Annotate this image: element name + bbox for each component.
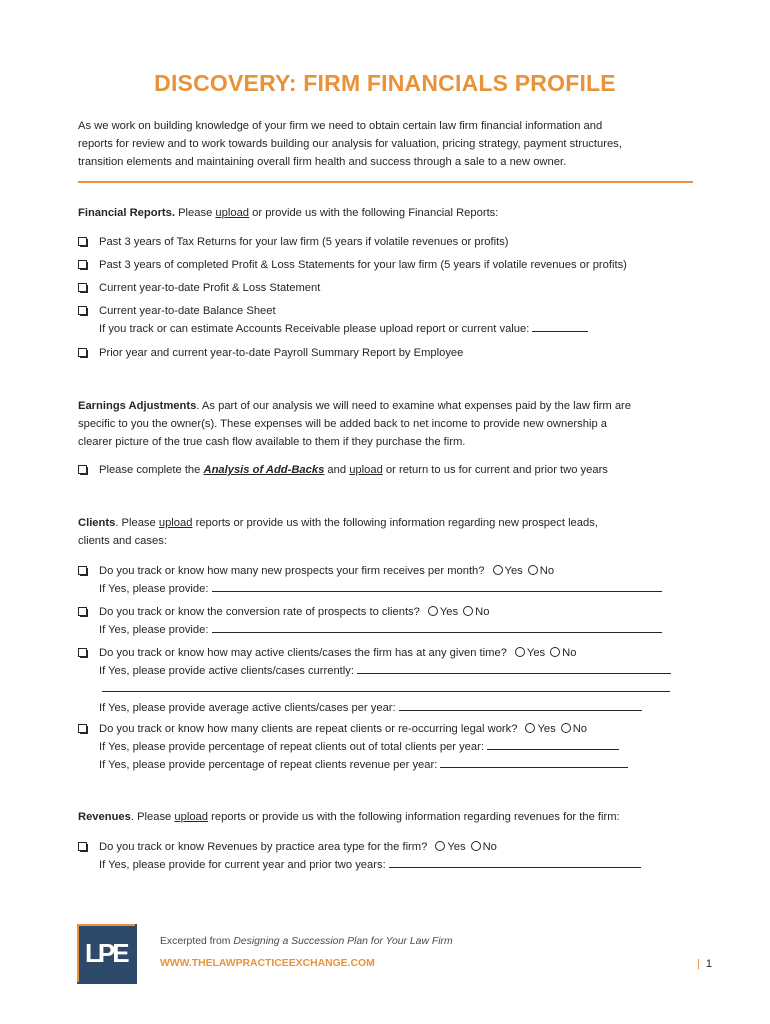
intro-line: transition elements and maintaining overall firm health and success through a sale to a new owner. — [78, 156, 567, 168]
answer-field[interactable] — [399, 699, 642, 711]
no-radio[interactable] — [561, 723, 571, 733]
answer-field[interactable] — [212, 580, 662, 592]
upload-link[interactable]: upload — [349, 464, 383, 476]
checkbox[interactable] — [78, 607, 87, 616]
no-radio[interactable] — [550, 647, 560, 657]
answer-field[interactable] — [212, 621, 662, 633]
logo-text: LPE — [85, 938, 127, 968]
earnings-paragraph: Earnings Adjustments. As part of our analysis we will need to examine what expenses paid by the law firm are specific to you the owner(s). These expenses will be added back to net income to provide new ownership a clearer picture of the true cash flow available to them if they purchase the firm. — [78, 400, 631, 448]
yes-radio[interactable] — [428, 606, 438, 616]
lpe-logo — [77, 924, 139, 986]
answer-field[interactable] — [440, 756, 628, 768]
yes-radio[interactable] — [525, 723, 535, 733]
no-radio[interactable] — [463, 606, 473, 616]
no-radio[interactable] — [528, 565, 538, 575]
revenues-paragraph: Revenues. Please upload reports or provide us with the following information regarding revenues for the firm: — [78, 811, 620, 823]
add-backs-link[interactable]: Analysis of Add-Backs — [203, 464, 325, 476]
upload-link[interactable]: upload — [158, 517, 193, 529]
page-number: | 1 — [697, 958, 712, 970]
website-link[interactable]: WWW.THELAWPRACTICEEXCHANGE.COM — [160, 958, 375, 969]
upload-link[interactable]: upload — [215, 207, 250, 219]
financial-heading: Financial Reports. — [78, 207, 175, 219]
revenues-heading: Revenues — [78, 811, 131, 823]
no-radio[interactable] — [471, 841, 481, 851]
answer-field[interactable] — [487, 738, 619, 750]
clients-heading: Clients — [78, 517, 116, 529]
checkbox[interactable] — [78, 566, 87, 575]
yes-radio[interactable] — [493, 565, 503, 575]
clients-paragraph: Clients. Please upload reports or provide us with the following information regarding new prospect leads, clients and cases: — [78, 517, 598, 547]
checkbox[interactable] — [78, 724, 87, 733]
upload-link[interactable]: upload — [174, 811, 209, 823]
checkbox[interactable] — [78, 465, 87, 474]
book-title: Designing a Succession Plan for Your Law Firm — [233, 936, 453, 947]
answer-field[interactable] — [357, 662, 671, 674]
checkbox[interactable] — [78, 260, 87, 269]
intro-paragraph — [78, 117, 698, 171]
document-page: DISCOVERY: FIRM FINANCIALS PROFILE As we work on building knowledge of your firm we need to obtain certain law firm financial information and reports for review and to work towards building our analysis for valuation, pricing strategy, payment structures, transition elements and maintaining overall firm health and success through a sale to a new owner. Financial Reports. Please upload or provide us with the following Financial Reports: Past 3 years of Tax Returns for your law firm (5 years if volatile revenues or profits) Past 3 years of completed Profit & Loss Statements for your law firm (5 years if volatile revenues or profits) Current year-to-date Profit & Loss Statement Current year-to-date Balance Sheet If you track or can estimate Accounts Receivable please upload report or current value: Prior year and current year-to-date Payroll Summary Report by Employee Earnings Adjustments. As part of our analysis we will need to examine what expenses paid by the law firm are specific to you the owner(s). These expenses will be added back to net income to provide new ownership a clearer picture of the true cash flow available to them if they purchase the firm. Please complete the Analysis of Add-Backs and upload or return to us for current and prior two years Clients. Please upload reports or provide us with the following information regarding new prospect leads, clients and cases: Do you track or know how many new prospects your firm receives per month? Yes No If Yes, please provide: Do you track or know the conversion rate of prospects to clients? Yes No If Yes, please provide: Do you track or know how may active clients/cases the firm has at any given time? Yes No If Yes, please provide active clients/cases currently: If Yes, please provide average active clients/cases per year: Do you track or know how many clients are repeat clients or re-occurring legal work? Yes No If Yes, please provide percentage of repeat clients out of total clients per year: If Yes, please provide percentage of repeat clients revenue per year: Revenues. Please upload reports or provide us with the following information regarding revenues for the firm: Do you track or know Revenues by practice area type for the firm? Yes No If Yes, please provide for current year and prior two years: LPE Excerpted from Designing a Succession Plan for Your Law Firm WWW.THELAWPRACTICEEXCHANGE.COM | 1 — [0, 0, 770, 1024]
yes-radio[interactable] — [515, 647, 525, 657]
checkbox[interactable] — [78, 237, 87, 246]
excerpt-credit: Excerpted from Designing a Succession Plan for Your Law Firm — [160, 936, 453, 947]
intro-line: As we work on building knowledge of your firm we need to obtain certain law firm financial information and — [78, 120, 603, 132]
answer-field[interactable] — [389, 856, 641, 868]
section-divider — [78, 181, 693, 183]
checkbox[interactable] — [78, 283, 87, 292]
ar-value-field[interactable] — [532, 320, 588, 332]
checkbox[interactable] — [78, 306, 87, 315]
financial-reports-intro: Financial Reports. Please upload or provide us with the following Financial Reports: — [78, 207, 499, 219]
checkbox[interactable] — [78, 648, 87, 657]
yes-radio[interactable] — [435, 841, 445, 851]
checkbox[interactable] — [78, 842, 87, 851]
earnings-heading: Earnings Adjustments — [78, 400, 197, 412]
intro-line: reports for review and to work towards building our analysis for valuation, pricing strategy, payment structures, — [78, 138, 622, 150]
checkbox[interactable] — [78, 348, 87, 357]
page-title: DISCOVERY: FIRM FINANCIALS PROFILE — [154, 70, 616, 96]
answer-field[interactable] — [102, 680, 670, 692]
